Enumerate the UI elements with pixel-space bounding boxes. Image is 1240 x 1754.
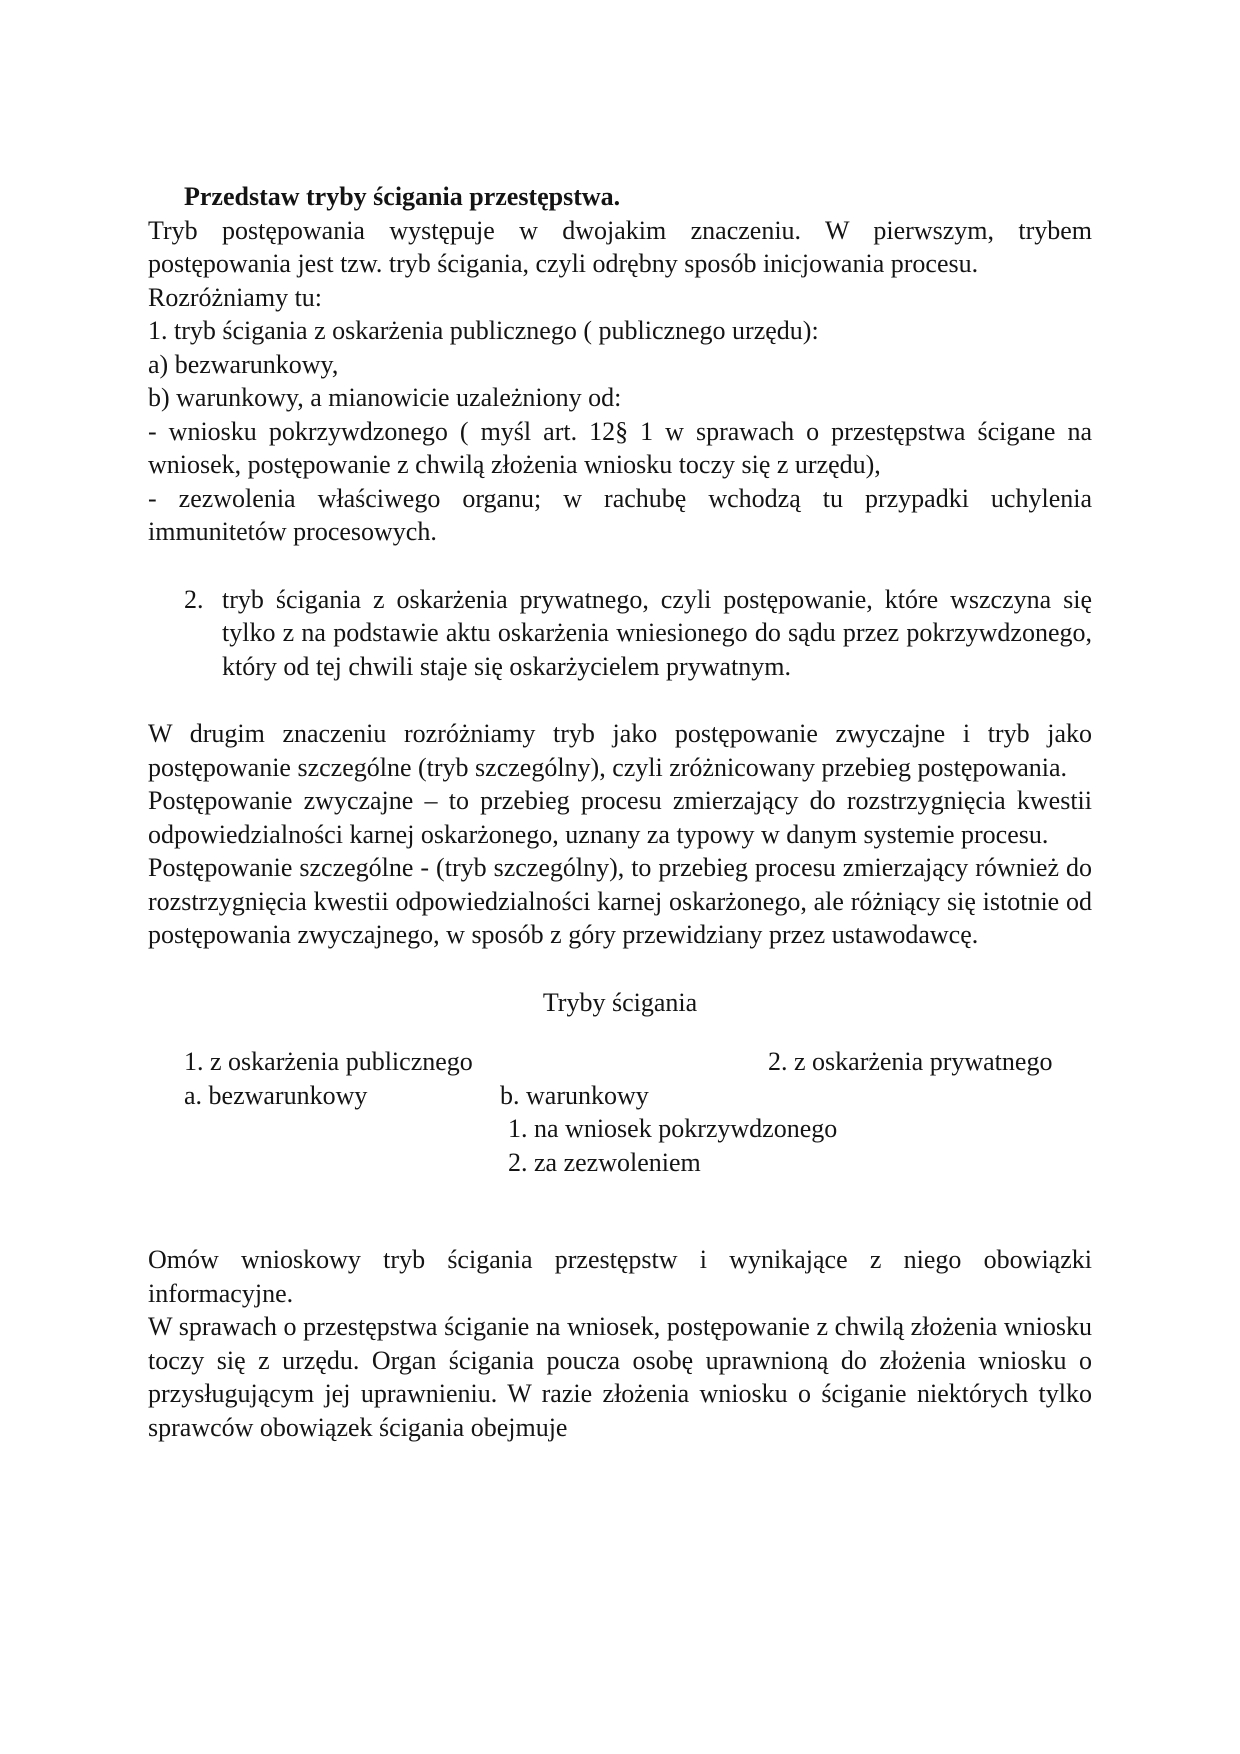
scheme-title: Tryby ścigania xyxy=(542,987,698,1017)
scheme-row-columns xyxy=(148,1045,1092,1079)
scheme-on-motion: 1. na wniosek pokrzywdzonego xyxy=(508,1114,838,1143)
scheme-public: 1. z oskarżenia publicznego xyxy=(184,1047,473,1076)
scheme-with-permission: 2. za zezwoleniem xyxy=(508,1147,701,1177)
special-procedure-paragraph: Postępowanie szczególne - (tryb szczególny), to przebieg procesu zmierzający również do rozstrzygnięcia kwestii odpowiedzialności karnej oskarżonego, ale różniący się istotnie od postępowania zwyczajnego, w sposób z góry przewidziany przez ustawodawcę. xyxy=(148,853,1092,949)
scheme-row-motion xyxy=(148,1112,1092,1146)
document-body xyxy=(148,180,1092,1444)
scheme xyxy=(148,986,1092,1180)
question-heading: Przedstaw tryby ścigania przestępstwa. xyxy=(184,182,621,211)
second-meaning-paragraph: W drugim znaczeniu rozróżniamy tryb jako postępowanie zwyczajne i tryb jako postępowanie szczególne (tryb szczególny), czyli zróżnicowany przebieg postępowania. xyxy=(148,719,1092,782)
scheme-private: 2. z oskarżenia prywatnego xyxy=(768,1047,1053,1076)
question-2-title: Omów wnioskowy tryb ścigania przestępstw i wynikające z niego obowiązki informacyjne. xyxy=(148,1245,1092,1308)
dash-item-motion: - wniosku pokrzywdzonego ( myśl art. 12§ 1 w sprawach o przestępstwa ścigane na wniosek, postępowanie z chwilą złożenia wniosku toczy się z urzędu), xyxy=(148,416,1092,479)
list-item-private xyxy=(184,583,1092,684)
intro-paragraph: Tryb postępowania występuje w dwojakim znaczeniu. W pierwszym, trybem postępowania jest tzw. tryb ścigania, czyli odrębny sposób inicjowania procesu. xyxy=(148,215,1092,278)
list-item-conditional: b) warunkowy, a mianowicie uzależniony od: xyxy=(148,383,622,412)
scheme-row-types xyxy=(148,1079,1092,1113)
scheme-unconditional: a. bezwarunkowy xyxy=(184,1080,368,1110)
list-item-public: 1. tryb ścigania z oskarżenia publicznego ( publicznego urzędu): xyxy=(148,316,819,345)
list-item-private-text: tryb ścigania z oskarżenia prywatnego, czyli postępowanie, które wszczyna się tylko z na podstawie aktu oskarżenia wniesionego do sądu przez pokrzywdzonego, który od tej chwili staje się oskarżycielem prywatnym. xyxy=(222,584,1092,681)
scheme-conditional: b. warunkowy xyxy=(500,1080,649,1110)
distinction-line: Rozróżniamy tu: xyxy=(148,282,323,312)
ordinary-procedure-paragraph: Postępowanie zwyczajne – to przebieg procesu zmierzający do rozstrzygnięcia kwestii odpowiedzialności karnej oskarżonego, uznany za typowy w danym systemie procesu. xyxy=(148,786,1092,849)
scheme-row-permission xyxy=(148,1146,1092,1180)
question-2-body: W sprawach o przestępstwa ściganie na wniosek, postępowanie z chwilą złożenia wniosku toczy się z urzędu. Organ ścigania poucza osobę uprawnioną do złożenia wniosku o przysługującym jej uprawnieniu. W razie złożenia wniosku o ściganie niektórych tylko sprawców obowiązek ścigania obejmuje xyxy=(148,1312,1092,1442)
list-number: 2. xyxy=(184,584,204,614)
dash-item-permission: - zezwolenia właściwego organu; w rachubę wchodzą tu przypadki uchylenia immunitetów procesowych. xyxy=(148,483,1092,546)
list-item-unconditional: a) bezwarunkowy, xyxy=(148,349,339,379)
